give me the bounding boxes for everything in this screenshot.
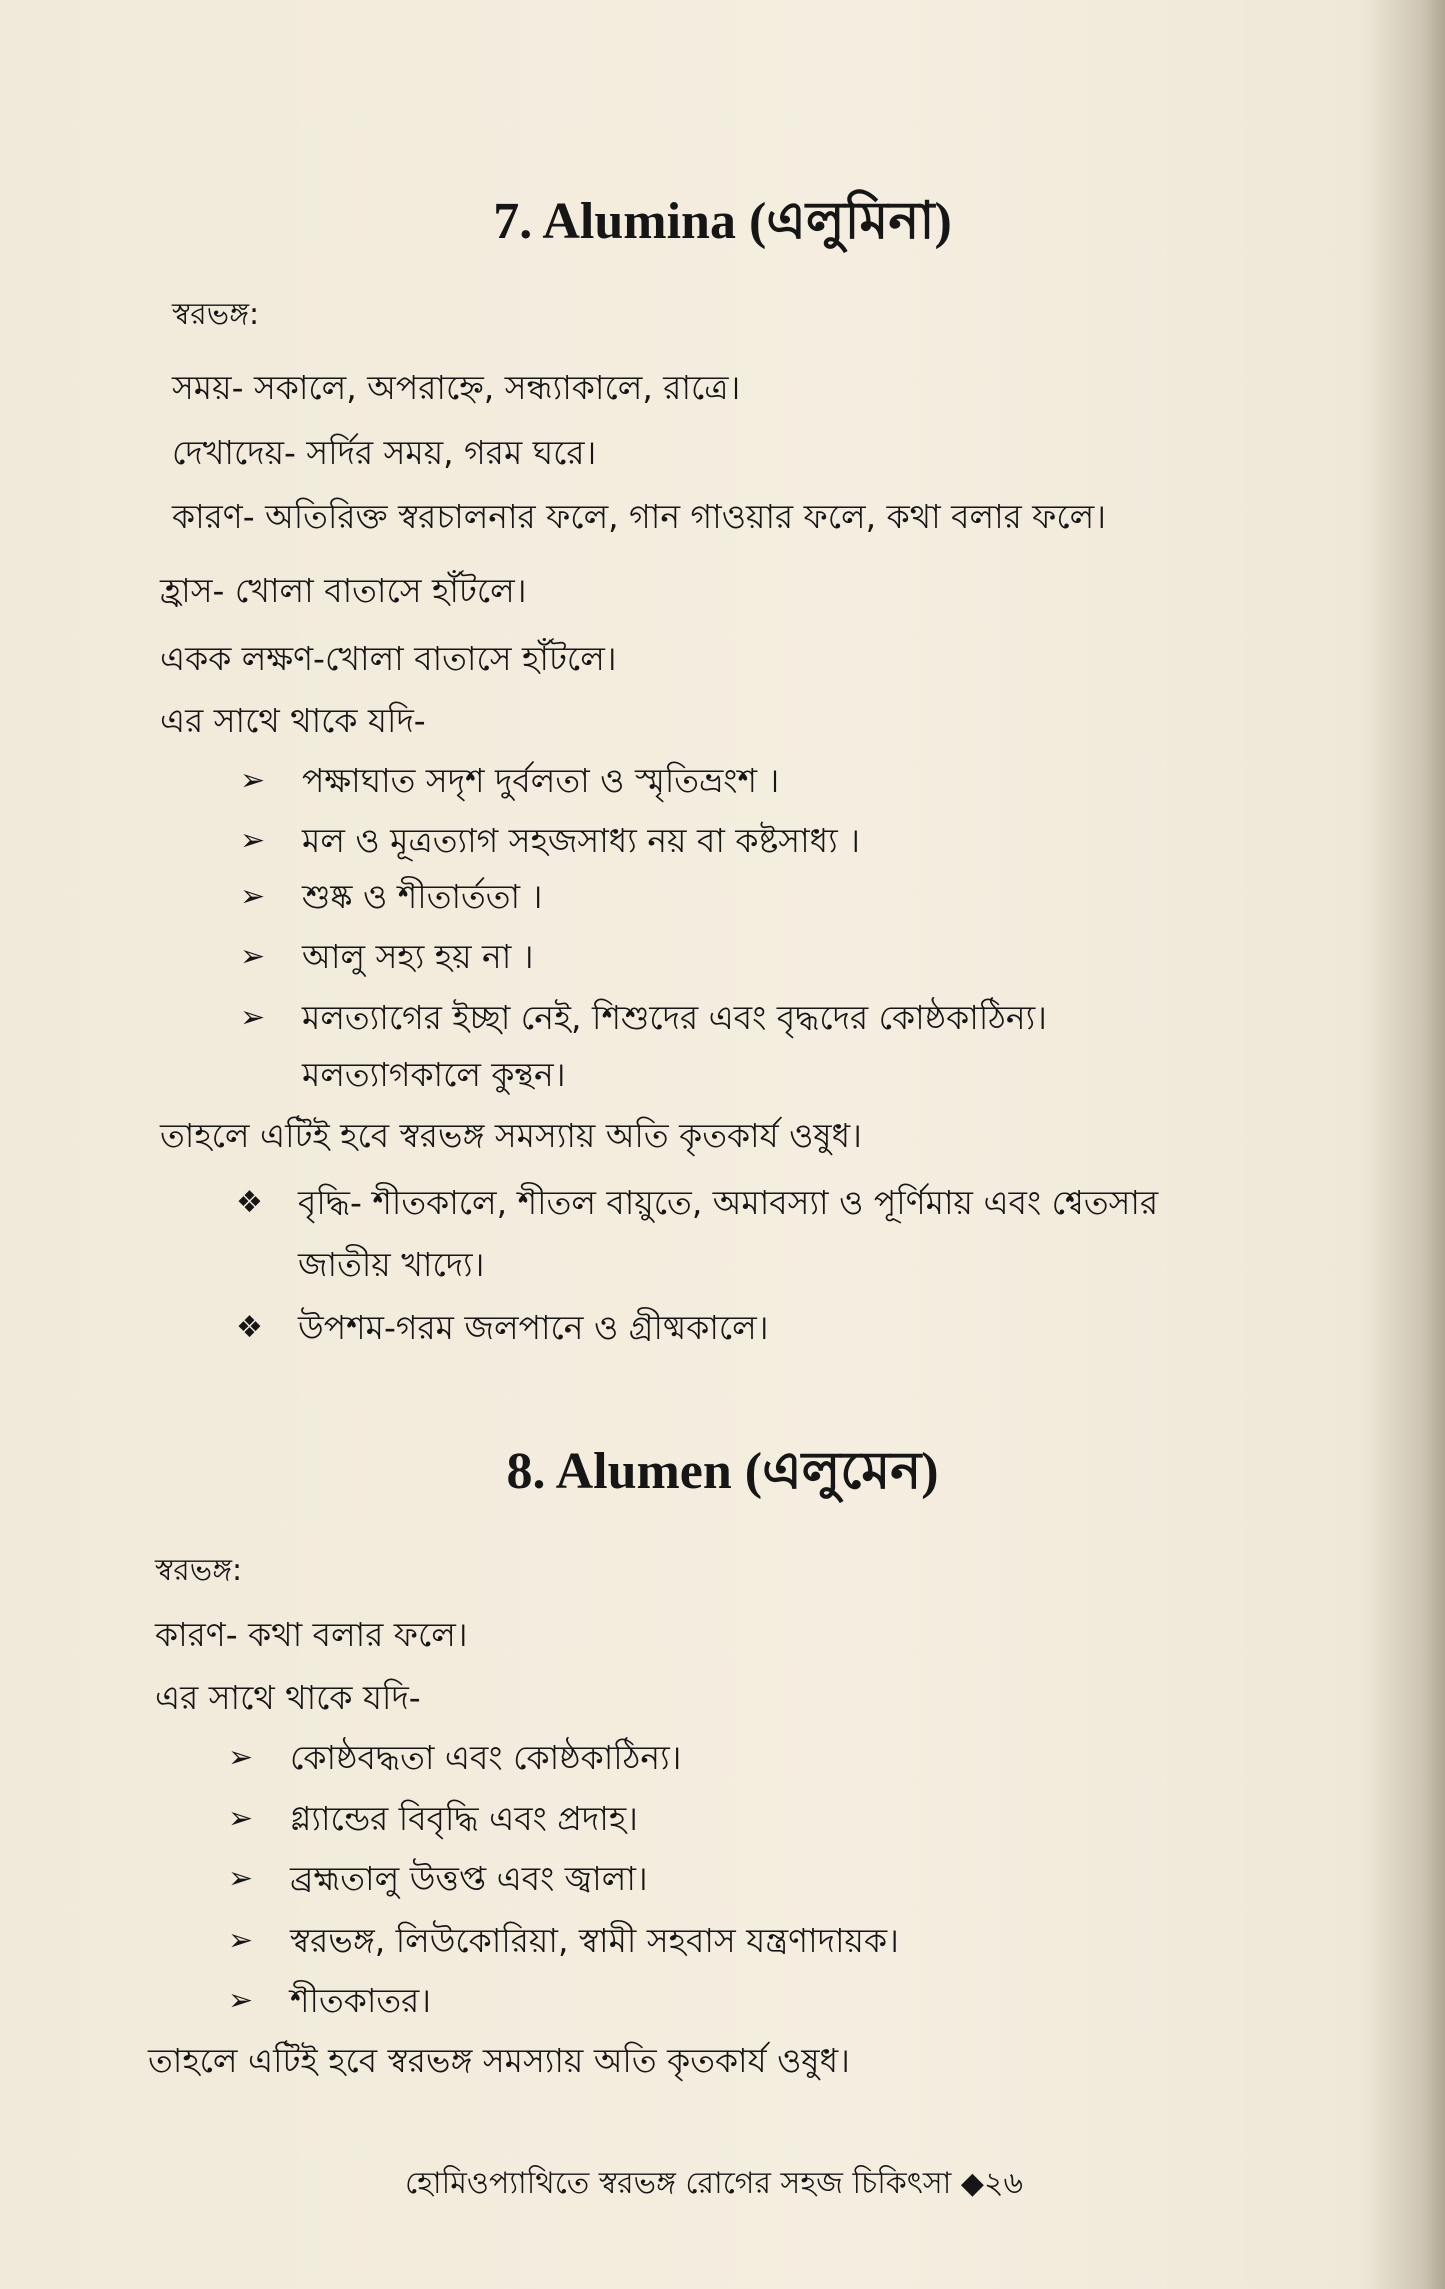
list-item: মল ও মূত্রত্যাগ সহজসাধ্য নয় বা কষ্টসাধ্য । — [302, 821, 861, 860]
subheading-hoarseness: স্বরভঙ্গ: — [155, 1553, 243, 1588]
section-heading-alumina: 7. Alumina (এলুমিনা) — [493, 193, 952, 250]
text-line: কারণ- অতিরিক্ত স্বরচালনার ফলে, গান গাওয়ার ফলে, কথা বলার ফলে। — [172, 497, 1107, 536]
conclusion-line: তাহলে এটিই হবে স্বরভঙ্গ সমস্যায় অতি কৃতকার্য ওষুধ। — [160, 1116, 862, 1155]
list-item: মলত্যাগের ইচ্ছা নেই, শিশুদের এবং বৃদ্ধদের কোষ্ঠকাঠিন্য। — [302, 998, 1047, 1037]
arrow-bullet-icon: ➢ — [228, 1740, 254, 1775]
arrow-bullet-icon: ➢ — [240, 879, 266, 914]
arrow-bullet-icon: ➢ — [240, 823, 266, 858]
subheading-hoarseness: স্বরভঙ্গ: — [172, 297, 260, 332]
list-item: শীতকাতর। — [290, 1981, 432, 2020]
text-line: সময়- সকালে, অপরাহ্নে, সন্ধ্যাকালে, রাত্রে। — [172, 368, 741, 407]
list-item: স্বরভঙ্গ, লিউকোরিয়া, স্বামী সহবাস যন্ত্রণাদায়ক। — [290, 1921, 899, 1960]
arrow-bullet-icon: ➢ — [240, 763, 266, 798]
text-line: একক লক্ষণ-খোলা বাতাসে হাঁটলে। — [160, 639, 617, 678]
text-line: হ্রাস- খোলা বাতাসে হাঁটলে। — [160, 571, 527, 610]
diamond-bullet-icon: ❖ — [236, 1310, 263, 1345]
arrow-bullet-icon: ➢ — [228, 1923, 254, 1958]
list-item: বৃদ্ধি- শীতকালে, শীতল বায়ুতে, অমাবস্যা ও পূর্ণিমায় এবং শ্বেতসার — [298, 1183, 1159, 1222]
text-line: এর সাথে থাকে যদি- — [160, 701, 426, 740]
list-item-continuation: জাতীয় খাদ্যে। — [298, 1245, 485, 1284]
list-item: কোষ্ঠবদ্ধতা এবং কোষ্ঠকাঠিন্য। — [290, 1738, 682, 1777]
arrow-bullet-icon: ➢ — [228, 1983, 254, 2018]
arrow-bullet-icon: ➢ — [228, 1801, 254, 1836]
list-item-continuation: মলত্যাগকালে কুন্থন। — [302, 1055, 566, 1094]
text-line: এর সাথে থাকে যদি- — [155, 1678, 421, 1717]
list-item: আলু সহ্য হয় না । — [302, 937, 534, 976]
section-heading-alumen: 8. Alumen (এলুমেন) — [506, 1443, 939, 1500]
arrow-bullet-icon: ➢ — [240, 939, 266, 974]
list-item: উপশম-গরম জলপানে ও গ্রীষ্মকালে। — [298, 1308, 769, 1347]
page-footer — [405, 2162, 1023, 2206]
text-line: দেখাদেয়- সর্দির সময়, গরম ঘরে। — [172, 433, 597, 472]
page-number: ২৬ — [983, 2166, 1023, 2201]
conclusion-line: তাহলে এটিই হবে স্বরভঙ্গ সমস্যায় অতি কৃতকার্য ওষুধ। — [148, 2041, 850, 2080]
diamond-bullet-icon: ❖ — [236, 1185, 263, 1220]
footer-title: হোমিওপ্যাথিতে স্বরভঙ্গ রোগের সহজ চিকিৎসা — [405, 2166, 952, 2201]
list-item: পক্ষাঘাত সদৃশ দুর্বলতা ও স্মৃতিভ্রংশ । — [302, 761, 780, 800]
footer-diamond-icon: ◆ — [960, 2166, 984, 2201]
arrow-bullet-icon: ➢ — [240, 1000, 266, 1035]
list-item: শুষ্ক ও শীতার্ততা । — [302, 877, 543, 916]
arrow-bullet-icon: ➢ — [228, 1861, 254, 1896]
list-item: ব্রহ্মতালু উত্তপ্ত এবং জ্বালা। — [290, 1859, 648, 1898]
text-line: কারণ- কথা বলার ফলে। — [155, 1615, 468, 1654]
page-edge-shadow — [1365, 0, 1445, 2289]
list-item: গ্ল্যান্ডের বিবৃদ্ধি এবং প্রদাহ। — [290, 1799, 638, 1838]
